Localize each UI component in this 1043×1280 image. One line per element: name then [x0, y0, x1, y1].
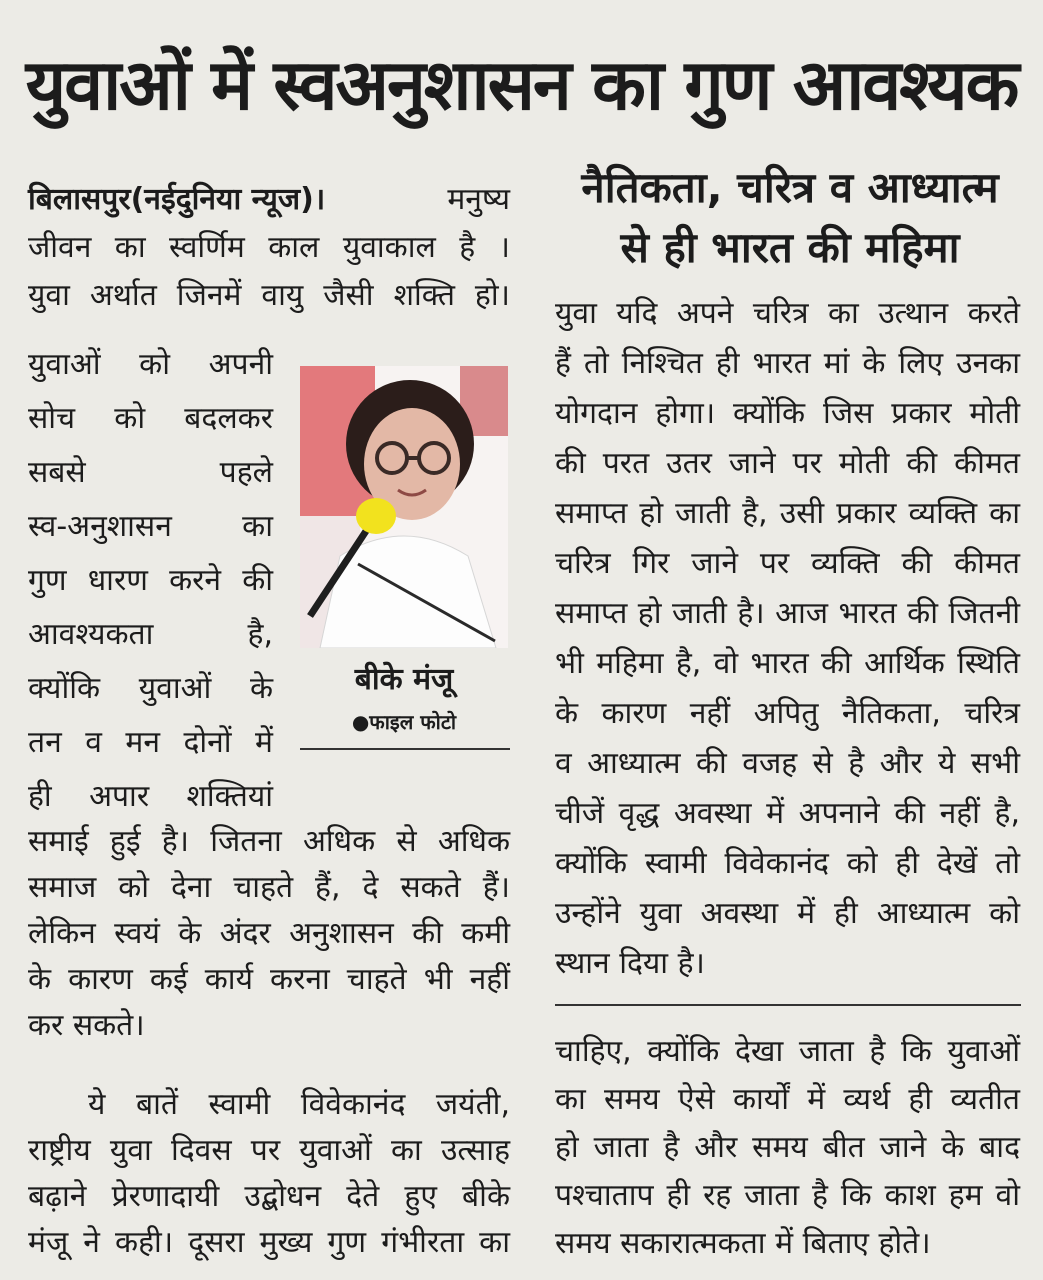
- body-line: चाहिए, क्योंकि देखा जाता है कि युवाओं: [555, 1034, 1020, 1069]
- body-line: युवा अर्थात जिनमें वायु जैसी शक्ति हो।: [28, 278, 510, 313]
- body-line: मनुष्य: [447, 182, 510, 217]
- photo-caption-name: बीके मंजू: [354, 662, 454, 697]
- body-line: लेकिन स्वयं के अंदर अनुशासन की कमी: [28, 916, 510, 951]
- body-line: कर सकते।: [28, 1008, 145, 1043]
- body-line: जीवन का स्वर्णिम काल युवाकाल है ।: [28, 230, 510, 265]
- body-line: सोच को बदलकर: [28, 401, 273, 436]
- body-line: मंजू ने कही। दूसरा मुख्य गुण गंभीरता का: [28, 1225, 510, 1260]
- body-line: युवाओं को अपनी: [28, 347, 273, 382]
- body-line: ये बातें स्वामी विवेकानंद जयंती,: [88, 1087, 510, 1122]
- body-line: क्योंकि युवाओं के: [28, 671, 273, 706]
- body-line: हो जाता है और समय बीत जाने के बाद: [555, 1130, 1020, 1165]
- body-line: पश्चाताप ही रह जाता है कि काश हम वो: [555, 1178, 1020, 1213]
- body-line: चीजें वृद्ध अवस्था में अपनाने की नहीं है,: [555, 796, 1020, 831]
- body-line: तन व मन दोनों में: [28, 725, 273, 760]
- body-line: समाप्त हो जाती है। आज भारत की जितनी: [555, 596, 1020, 631]
- body-line: युवा यदि अपने चरित्र का उत्थान करते: [555, 296, 1020, 331]
- body-line: समाप्त हो जाती है, उसी प्रकार व्यक्ति का: [555, 496, 1020, 531]
- body-line: की परत उतर जाने पर मोती की कीमत: [555, 446, 1020, 481]
- body-line: भी महिमा है, वो भारत की आर्थिक स्थिति: [555, 646, 1020, 681]
- body-line: चरित्र गिर जाने पर व्यक्ति की कीमत: [555, 546, 1020, 581]
- body-line: के कारण नहीं अपितु नैतिकता, चरित्र: [555, 696, 1020, 731]
- body-line: हैं तो निश्चित ही भारत मां के लिए उनका: [555, 346, 1020, 381]
- body-line: गुण धारण करने की: [28, 563, 273, 598]
- body-line: व आध्यात्म की वजह से है और ये सभी: [555, 746, 1020, 781]
- body-line: योगदान होगा। क्योंकि जिस प्रकार मोती: [555, 396, 1020, 431]
- headline: युवाओं में स्वअनुशासन का गुण आवश्यक: [25, 44, 1018, 126]
- photo-credit: ●फाइल फोटो: [351, 710, 457, 734]
- subheading-line: नैतिकता, चरित्र व आध्यात्म: [581, 163, 999, 212]
- body-line: सबसे पहले: [28, 455, 273, 490]
- body-line: ही अपार शक्तियां: [28, 779, 273, 814]
- subheading-line: से ही भारत की महिमा: [620, 223, 960, 272]
- body-line: स्थान दिया है।: [555, 946, 705, 981]
- body-line: उन्होंने युवा अवस्था में ही आध्यात्म को: [555, 896, 1020, 931]
- body-line: क्योंकि स्वामी विवेकानंद को ही देखें तो: [555, 846, 1020, 881]
- body-line: समाज को देना चाहते हैं, दे सकते हैं।: [28, 870, 510, 905]
- column-divider: [555, 1004, 1021, 1006]
- body-line: समय सकारात्मकता में बिताए होते।: [555, 1226, 931, 1261]
- caption-divider: [300, 748, 510, 750]
- speaker-photo: [300, 366, 508, 648]
- body-line: राष्ट्रीय युवा दिवस पर युवाओं का उत्साह: [28, 1133, 510, 1168]
- body-line: का समय ऐसे कार्यों में व्यर्थ ही व्यतीत: [555, 1082, 1020, 1117]
- dateline-text: बिलासपुर(नईदुनिया न्यूज)।: [28, 182, 326, 217]
- body-line: बढ़ाने प्रेरणादायी उद्बोधन देते हुए बीके: [28, 1179, 510, 1214]
- body-line: के कारण कई कार्य करना चाहते भी नहीं: [28, 962, 510, 997]
- speaker-photo-illustration: [300, 366, 508, 648]
- body-line: स्व-अनुशासन का: [28, 509, 273, 544]
- dateline: [28, 178, 408, 222]
- body-line: समाई हुई है। जितना अधिक से अधिक: [28, 824, 510, 859]
- body-line: आवश्यकता है,: [28, 617, 273, 652]
